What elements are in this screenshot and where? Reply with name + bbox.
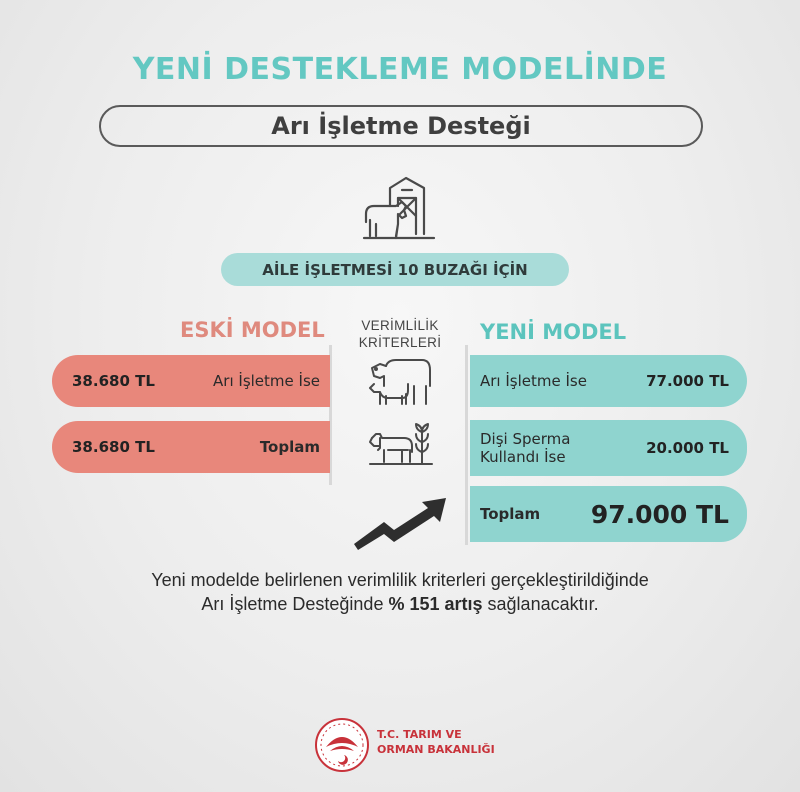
cow-wheat-icon bbox=[368, 420, 434, 466]
new-model-row bbox=[470, 355, 747, 407]
family-business-text: AİLE İŞLETMESİ 10 BUZAĞI İÇİN bbox=[262, 260, 528, 279]
old-model-row bbox=[52, 355, 330, 407]
old-total-label: Toplam bbox=[259, 438, 320, 456]
cow-calf-icon bbox=[366, 356, 434, 406]
subtitle-text: Arı İşletme Desteği bbox=[271, 112, 531, 140]
new-sperm-label bbox=[480, 430, 570, 466]
new-model-heading: YENİ MODEL bbox=[480, 320, 627, 344]
subtitle-pill bbox=[99, 105, 703, 147]
old-amount: 38.680 TL bbox=[72, 372, 155, 390]
summary-line2 bbox=[0, 592, 800, 616]
old-label: Arı İşletme İse bbox=[213, 372, 320, 390]
page-title: YENİ DESTEKLEME MODELİNDE bbox=[132, 52, 668, 87]
new-sperm-label-line2: Kullandı İse bbox=[480, 448, 566, 466]
new-sperm-label-line1: Dişi Sperma bbox=[480, 430, 571, 448]
family-business-label bbox=[221, 253, 569, 286]
new-amount: 77.000 TL bbox=[646, 372, 729, 390]
ministry-line2: ORMAN BAKANLIĞI bbox=[377, 743, 495, 756]
summary-text bbox=[0, 568, 800, 616]
new-sperm-amount: 20.000 TL bbox=[646, 439, 729, 457]
summary-line2-pre: Arı İşletme Desteğinde bbox=[201, 594, 389, 614]
criteria-heading-line2: KRİTERLERİ bbox=[358, 335, 442, 350]
barn-cow-icon bbox=[362, 176, 438, 242]
summary-line1: Yeni modelde belirlenen verimlilik kriterleri gerçekleştirildiğinde bbox=[151, 570, 649, 590]
new-total-amount: 97.000 TL bbox=[590, 499, 729, 529]
old-model-total-row bbox=[52, 421, 330, 473]
criteria-heading bbox=[340, 317, 460, 351]
ministry-logo-icon bbox=[314, 717, 370, 773]
old-model-heading: ESKİ MODEL bbox=[180, 318, 325, 342]
summary-increase: % 151 artış bbox=[388, 594, 483, 614]
new-model-total-row bbox=[470, 486, 747, 542]
criteria-heading-line1: VERİMLİLİK bbox=[361, 318, 439, 333]
old-total-amount: 38.680 TL bbox=[72, 438, 155, 456]
ministry-name bbox=[377, 727, 495, 757]
new-model-sperm-row bbox=[470, 420, 747, 476]
new-label: Arı İşletme İse bbox=[480, 372, 587, 390]
ministry-line1: T.C. TARIM VE bbox=[377, 728, 462, 741]
right-divider bbox=[465, 345, 468, 545]
growth-arrow-icon bbox=[350, 496, 450, 550]
summary-line2-post: sağlanacaktır. bbox=[482, 594, 599, 614]
new-total-label: Toplam bbox=[480, 505, 541, 523]
